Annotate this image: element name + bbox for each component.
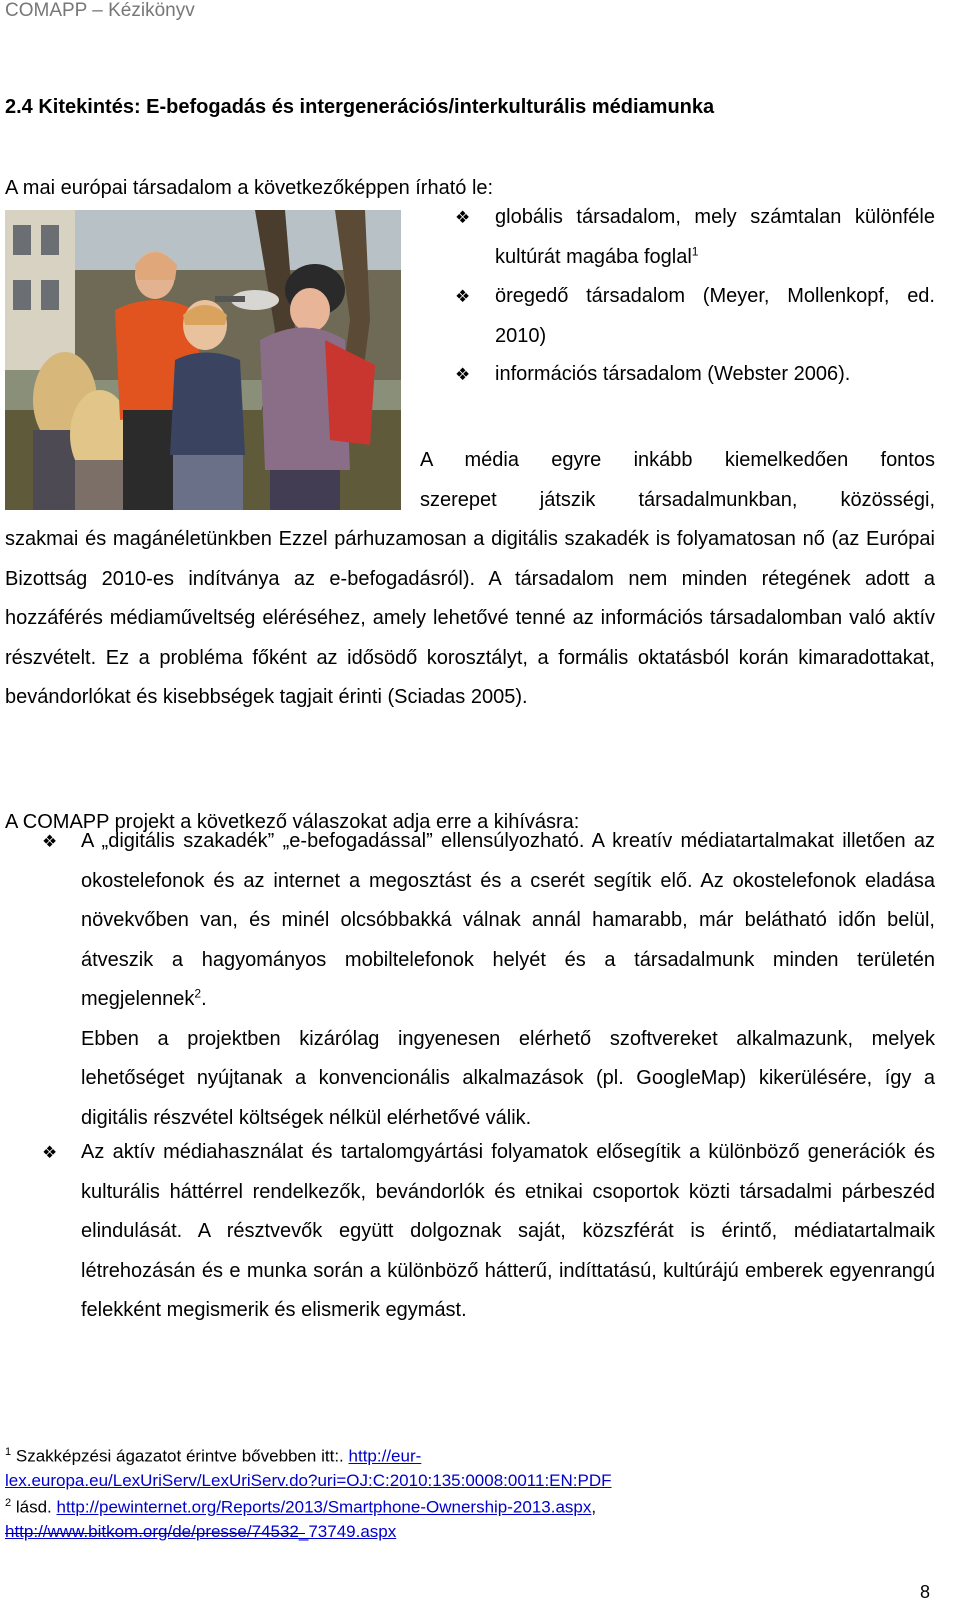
document-header: COMAPP – Kézikönyv bbox=[5, 0, 195, 21]
diamond-bullet-icon: ❖ bbox=[42, 832, 58, 851]
list-item-text: Ebben a projektben kizárólag ingyenesen elérhető szoftvereket alkalmazunk, melyek lehetőséget nyújtanak a konvencionális alkalmazások (pl. GoogleMap) kikerülésére, így a digitális részvétel költségek nélkül elérhetővé válik. bbox=[81, 1027, 935, 1129]
footnote-link[interactable]: http://pewinternet.org/Reports/2013/Smartphone-Ownership-2013.aspx bbox=[56, 1497, 592, 1517]
list-item bbox=[5, 822, 935, 1138]
footnote-text: lásd. bbox=[15, 1497, 57, 1517]
footnote-ref[interactable]: 2 bbox=[194, 986, 202, 1001]
list-item bbox=[455, 198, 935, 277]
diamond-bullet-icon: ❖ bbox=[42, 1143, 58, 1162]
media-paragraph-body: szakmai és magánéletünkben Ezzel párhuzamosan a digitális szakadék is folyamatosan nő (az Európai Bizottság 2010-es indítványa az e-befogadásról). A társadalom nem minden rétegének adott a hozzáférés médiaműveltség eléréséhez, amely lehetővé tenné az információs társadalomban való aktív részvételt. Ez a probléma főként az idősödő korosztályt, a formális oktatásból korán kimaradottakat, bevándorlókat és kisebbségek tagjait érinti (Sciadas 2005). bbox=[5, 528, 935, 708]
intro-text: A mai európai társadalom a következőképpen írható le: bbox=[5, 177, 494, 199]
media-paragraph-line: A média egyre inkább kiemelkedően fontos bbox=[420, 449, 935, 471]
list-item-text: öregedő társadalom (Meyer, Mollenkopf, ed. 2010) bbox=[495, 285, 935, 347]
footnote-text: Szakképzési ágazatot érintve bővebben itt:. bbox=[15, 1446, 349, 1466]
list-item-text: Az aktív médiahasználat és tartalomgyártási folyamatok elősegítik a különböző generációk és kulturális háttérrel rendelkezők, bevándorlók és etnikai csoportok közti társadalmi párbeszéd elindulását. A résztvevők együtt dolgoznak saját, közszférát is érintő, médiatartalmaik létrehozásán és e munka során a különböző hátterű, indíttatású, kultúrájú emberek egyenrangú felekként megismerik és elismerik egymást. bbox=[81, 1141, 935, 1321]
diamond-bullet-icon: ❖ bbox=[455, 365, 471, 384]
diamond-bullet-icon: ❖ bbox=[455, 287, 471, 306]
footnote-number: 2 bbox=[5, 1497, 12, 1509]
footnote-link[interactable]: lex.europa.eu/LexUriServ/LexUriServ.do?uri=OJ:C:2010:135:0008:0011:EN:PDF bbox=[5, 1470, 612, 1490]
diamond-bullet-icon: ❖ bbox=[455, 208, 471, 227]
sentence-end: . bbox=[201, 988, 207, 1010]
list-item-text: globális társadalom, mely számtalan különféle kultúrát magába foglal bbox=[495, 206, 935, 268]
media-paragraph bbox=[5, 441, 935, 718]
list-item bbox=[455, 355, 935, 395]
footnote-link[interactable]: http://www.bitkom.org/de/presse/74532_73749.aspx bbox=[5, 1521, 397, 1541]
footnote bbox=[5, 1440, 705, 1493]
footnote-separator: , bbox=[591, 1497, 597, 1517]
section-heading: 2.4 Kitekintés: E-befogadás és intergenerációs/interkulturális médiamunka bbox=[5, 96, 715, 118]
comapp-intro: A COMAPP projekt a következő válaszokat adja erre a kihívásra: bbox=[5, 811, 580, 833]
list-item-text: A „digitális szakadék” „e-befogadással” ellensúlyozható. A kreatív médiatartalmakat illetően az okostelefonok és az internet a megosztást és a cserét segítik elő. Az okostelefonok eladása növekvőben van, és minél olcsóbbakká válnak annál hamarabb, már belátható időn belül, átveszik a hagyományos mobiltelefonok helyét és a társadalmunk minden területén megjelennek bbox=[81, 830, 935, 1010]
footnote-ref[interactable]: 1 bbox=[691, 243, 699, 258]
media-paragraph-line: szerepet játszik társadalmunkban, közösségi, bbox=[420, 488, 935, 511]
list-item-text: információs társadalom (Webster 2006). bbox=[495, 363, 851, 385]
page-number: 8 bbox=[919, 1582, 930, 1602]
footnote-number: 1 bbox=[5, 1446, 12, 1458]
list-item bbox=[455, 277, 935, 356]
list-item bbox=[5, 1133, 935, 1331]
footnote-link[interactable]: http://eur- bbox=[348, 1446, 422, 1466]
footnote bbox=[5, 1491, 705, 1544]
